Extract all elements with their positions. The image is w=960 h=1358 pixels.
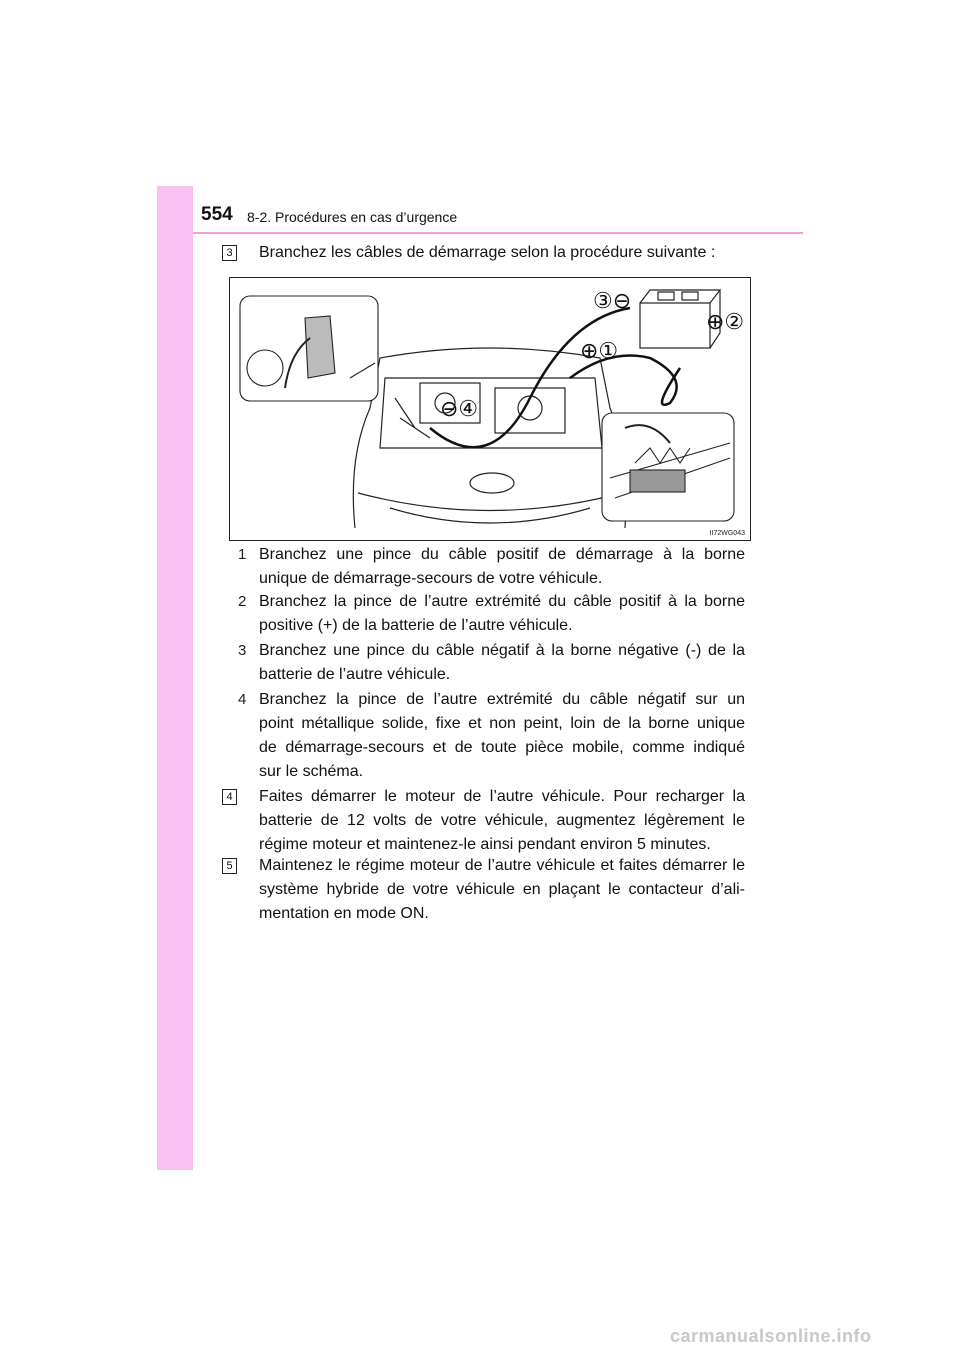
jump-start-illustration: [229, 277, 751, 541]
substep-2-line2: positive (+) de la batterie de l’autre véhicule.: [259, 617, 573, 634]
step-5-box: 5: [222, 858, 237, 874]
substep-4-line1: Branchez la pince de l’autre extrémité du câble négatif sur un: [259, 691, 745, 708]
step-4-box: 4: [222, 789, 237, 805]
substep-3-line1: Branchez une pince du câble négatif à la borne négative (-) de la: [259, 642, 745, 659]
substep-3-number: 3: [238, 642, 247, 659]
step-4-line1: Faites démarrer le moteur de l’autre véhicule. Pour recharger la: [259, 788, 745, 805]
step-3-box: 3: [222, 245, 237, 261]
substep-3-line2: batterie de l’autre véhicule.: [259, 666, 451, 683]
chapter-title: 8-2. Procédures en cas d’urgence: [247, 209, 458, 225]
substep-1-line2: unique de démarrage-secours de votre véhicule.: [259, 570, 603, 587]
page-number: 554: [201, 204, 233, 225]
step-3-text: Branchez les câbles de démarrage selon la procédure suivante :: [259, 244, 716, 261]
page-header: [193, 192, 803, 240]
step-4-line3: régime moteur et maintenez-le ainsi pendant environ 5 minutes.: [259, 836, 711, 853]
substep-2-number: 2: [238, 593, 247, 610]
step-5-line2: système hybride de votre véhicule en plaçant le contacteur d’ali-: [259, 881, 745, 898]
substep-4-line4: sur le schéma.: [259, 763, 364, 780]
header-rule: [193, 232, 803, 234]
step-4-line2: batterie de 12 volts de votre véhicule, augmentez légèrement le: [259, 812, 745, 829]
substep-4-line3: de démarrage-secours et de toute pièce mobile, comme indiqué: [259, 739, 745, 756]
substep-1-number: 1: [238, 546, 247, 563]
callout-2-positive: ⊕②: [706, 309, 745, 334]
substep-1-line1: Branchez une pince du câble positif de démarrage à la borne: [259, 546, 745, 563]
callout-3-negative: ③⊖: [593, 288, 632, 313]
substep-2-line1: Branchez la pince de l’autre extrémité du câble positif à la borne: [259, 593, 745, 610]
callout-4-negative: ⊖④: [440, 396, 479, 421]
step-5-line3: mentation en mode ON.: [259, 905, 429, 922]
step-5-line1: Maintenez le régime moteur de l’autre véhicule et faites démarrer le: [259, 857, 745, 874]
figure-code: II72WG043: [709, 530, 745, 537]
substep-4-number: 4: [238, 691, 247, 708]
callout-1-positive: ⊕①: [580, 338, 619, 363]
jump-start-drawing: [230, 278, 750, 540]
chapter-tab-strip: [157, 186, 193, 1170]
substep-4-line2: point métallique solide, fixe et non peint, loin de la borne unique: [259, 715, 745, 732]
site-watermark: carmanualsonline.info: [670, 1326, 872, 1346]
